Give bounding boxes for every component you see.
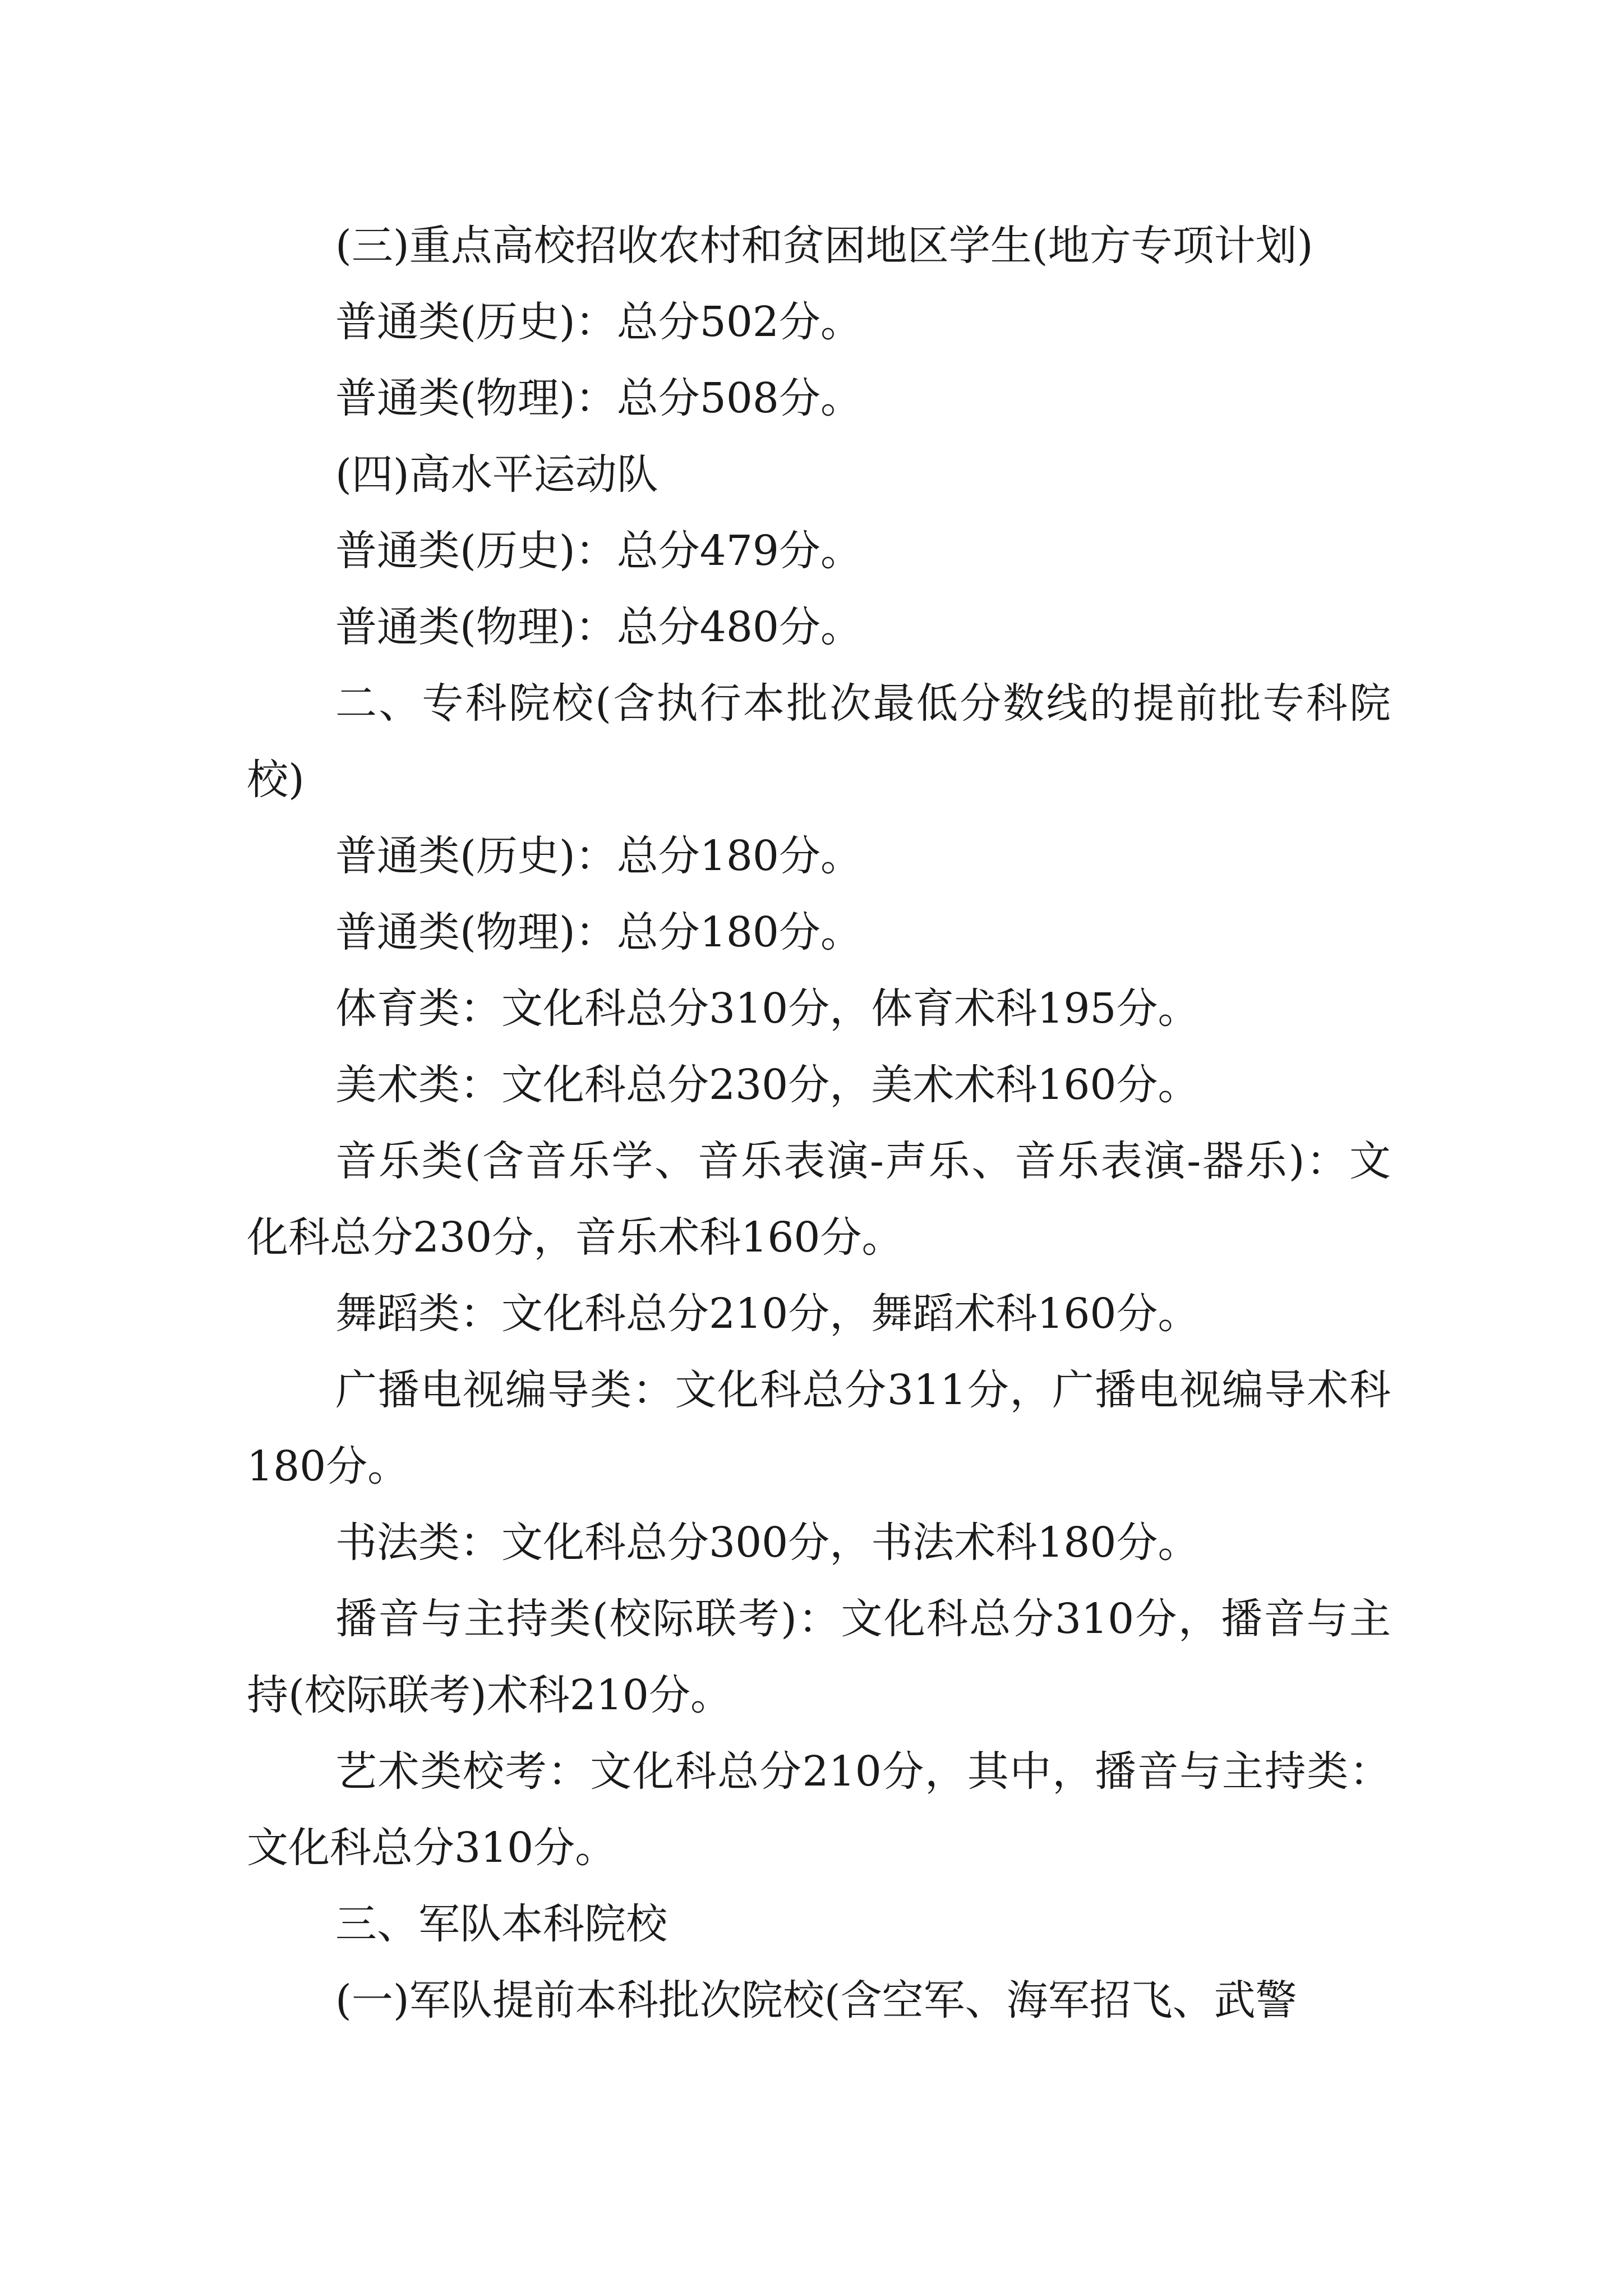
heading-junior-colleges: 二、专科院校(含执行本批次最低分数线的提前批专科院校) <box>247 679 1391 804</box>
paragraph: 普通类(历史)：总分502分。 <box>335 298 862 346</box>
paragraph: 体育类：文化科总分310分，体育术科195分。 <box>335 984 1200 1033</box>
paragraph: 舞蹈类：文化科总分210分，舞蹈术科160分。 <box>335 1290 1200 1338</box>
paragraph: 普通类(历史)：总分180分。 <box>335 832 862 880</box>
paragraph: 普通类(物理)：总分480分。 <box>335 603 862 651</box>
paragraph: 艺术类校考：文化科总分210分，其中，播音与主持类：文化科总分310分。 <box>247 1747 1391 1872</box>
paragraph: 播音与主持类(校际联考)：文化科总分310分，播音与主持(校际联考)术科210分。 <box>247 1595 1391 1719</box>
heading-military-advance-batch: (一)军队提前本科批次院校(含空军、海军招飞、武警 <box>335 1976 1297 2024</box>
document-body <box>247 208 1391 2039</box>
heading-military-universities: 三、军队本科院校 <box>335 1900 667 1948</box>
paragraph: 美术类：文化科总分230分，美术术科160分。 <box>335 1061 1200 1109</box>
paragraph: 广播电视编导类：文化科总分311分，广播电视编导术科180分。 <box>247 1366 1391 1490</box>
paragraph: 普通类(物理)：总分180分。 <box>335 908 862 956</box>
heading-local-special-plan: (三)重点高校招收农村和贫困地区学生(地方专项计划) <box>335 222 1313 270</box>
paragraph: 普通类(物理)：总分508分。 <box>335 374 862 422</box>
heading-high-level-sports-team: (四)高水平运动队 <box>335 450 658 499</box>
paragraph: 书法类：文化科总分300分，书法术科180分。 <box>335 1519 1200 1567</box>
paragraph: 普通类(历史)：总分479分。 <box>335 527 862 575</box>
paragraph: 音乐类(含音乐学、音乐表演-声乐、音乐表演-器乐)：文化科总分230分，音乐术科160分。 <box>247 1137 1391 1262</box>
